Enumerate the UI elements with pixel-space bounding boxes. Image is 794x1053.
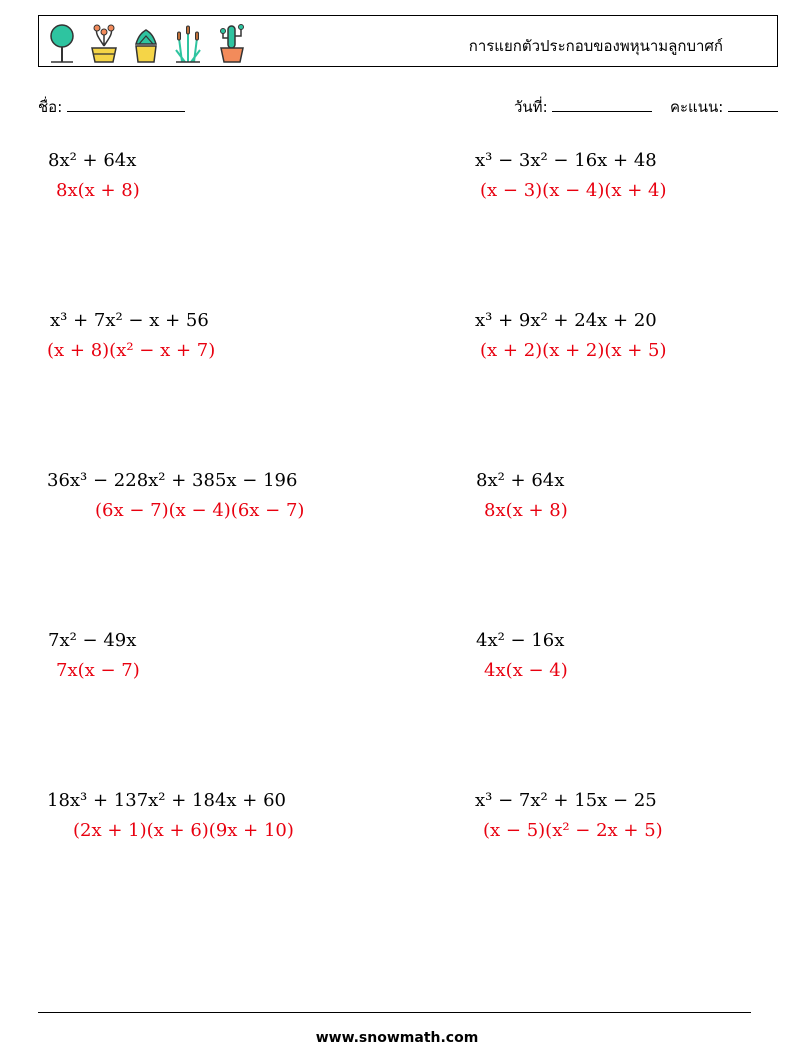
tree-icon [47, 22, 77, 64]
problem-3-question: x³ + 7x² − x + 56 [50, 310, 209, 331]
problem-7-answer: 7x(x − 7) [56, 660, 140, 681]
plant-icons [47, 20, 249, 64]
score-blank[interactable] [728, 97, 778, 112]
date-label: วันที่: [514, 98, 548, 116]
flower-pot-icon [89, 22, 119, 64]
date-score-fields [514, 95, 778, 119]
score-label: คะแนน: [669, 98, 724, 116]
date-blank[interactable] [552, 97, 652, 112]
succulent-pot-icon [131, 22, 161, 64]
cactus-pot-icon [215, 22, 249, 64]
problem-3-answer: (x + 8)(x² − x + 7) [47, 340, 216, 361]
problem-4-answer: (x + 2)(x + 2)(x + 5) [480, 340, 667, 361]
problem-9-question: 18x³ + 137x² + 184x + 60 [47, 790, 286, 811]
problem-7-question: 7x² − 49x [48, 630, 137, 651]
reeds-icon [173, 22, 203, 64]
problem-10-answer: (x − 5)(x² − 2x + 5) [483, 820, 663, 841]
problem-1-answer: 8x(x + 8) [56, 180, 140, 201]
problem-1-question: 8x² + 64x [48, 150, 137, 171]
footer-divider [38, 1012, 751, 1013]
problem-6-question: 8x² + 64x [476, 470, 565, 491]
problem-8-question: 4x² − 16x [476, 630, 565, 651]
footer-url[interactable]: www.snowmath.com [315, 1030, 479, 1046]
problem-5-answer: (6x − 7)(x − 4)(6x − 7) [95, 500, 305, 521]
problem-5-question: 36x³ − 228x² + 385x − 196 [47, 470, 298, 491]
problem-2-answer: (x − 3)(x − 4)(x + 4) [480, 180, 667, 201]
problem-8-answer: 4x(x − 4) [484, 660, 568, 681]
name-blank[interactable] [67, 97, 185, 112]
problem-4-question: x³ + 9x² + 24x + 20 [475, 310, 657, 331]
name-field [38, 95, 185, 119]
worksheet-header [38, 15, 778, 67]
problem-2-question: x³ − 3x² − 16x + 48 [475, 150, 657, 171]
name-label: ชื่อ: [38, 98, 63, 116]
worksheet-title: การแยกตัวประกอบของพหุนามลูกบาศก์ [468, 37, 723, 55]
problem-10-question: x³ − 7x² + 15x − 25 [475, 790, 657, 811]
problem-6-answer: 8x(x + 8) [484, 500, 568, 521]
problem-9-answer: (2x + 1)(x + 6)(9x + 10) [73, 820, 294, 841]
